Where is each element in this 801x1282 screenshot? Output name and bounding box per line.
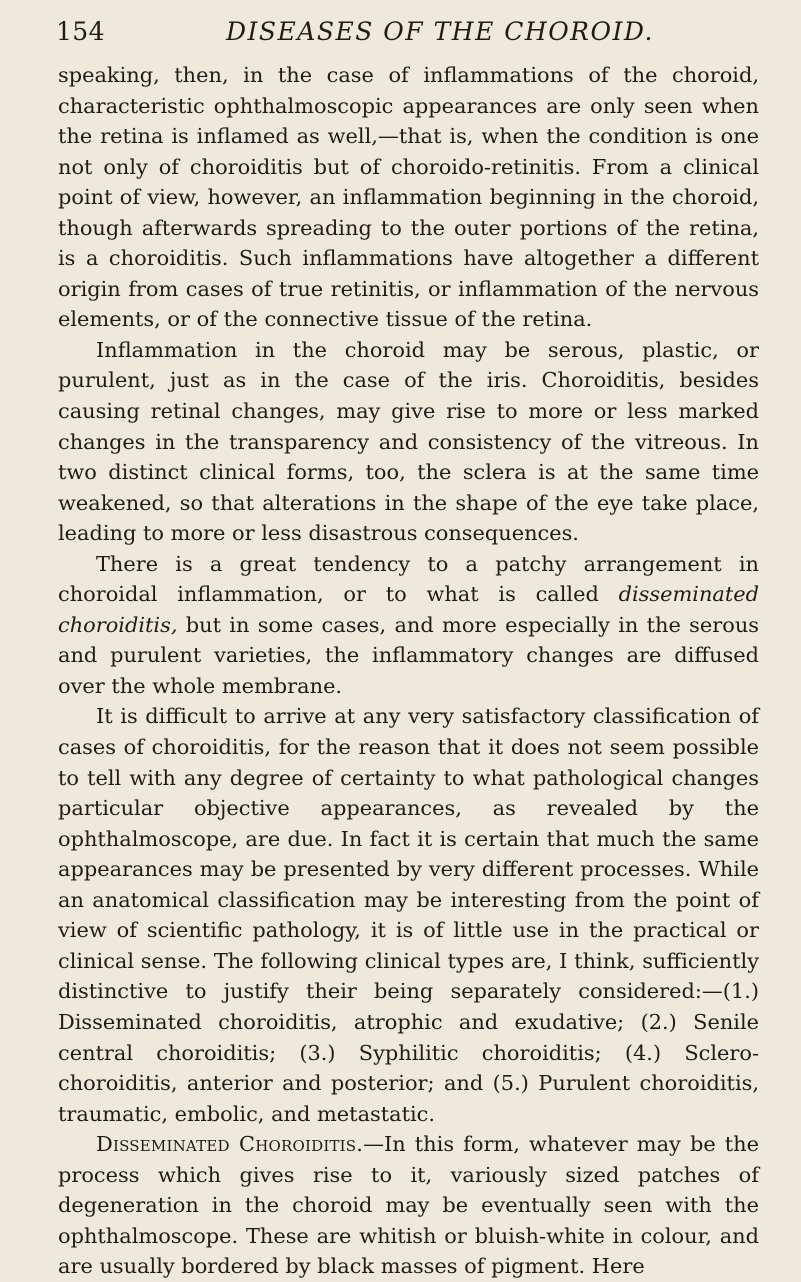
section-heading: Disseminated Choroiditis. xyxy=(96,1132,364,1157)
paragraph-2: Inflammation in the choroid may be serous, plastic, or purulent, just as in the case of the iris. Choroiditis, besides causing retinal changes, may give rise to more or less marked changes in the transparency and consistency of the vitreous. In two distinct clinical forms, too, the sclera is at the same time weakened, so that alterations in the shape of the eye take place, leading to more or less disastrous consequences. xyxy=(58,337,759,546)
page-header xyxy=(56,16,760,48)
paragraph-1: speaking, then, in the case of inflammations of the choroid, characteristic ophthalmoscopic appearances are only seen when the retina is inflamed as well,—that is, when the condition is one not only of choroiditis but of choroido-retinitis. From a clinical point of view, however, an inflammation beginning in the choroid, though afterwards spreading to the outer portions of the retina, is a choroiditis. Such inflammations have altogether a different origin from cases of true retinitis, or inflammation of the nervous elements, or of the connective tissue of the retina. xyxy=(58,63,759,332)
paragraph-4: It is difficult to arrive at any very satisfactory classification of cases of choroiditis, for the reason that it does not seem possible to tell with any degree of certainty to what pathological changes particular objective appearances, as revealed by the ophthalmoscope, are due. In fact it is certain that much the same appearances may be presented by very different processes. While an anatomical classification may be interesting from the point of view of scientific pathology, it is of little use in the practical or clinical sense. The following clinical types are, I think, sufficiently distinctive to justify their being separately considered:—(1.) Disseminated choroiditis, atrophic and exudative; (2.) Senile central choroiditis; (3.) Syphilitic choroiditis; (4.) Sclero-choroiditis, anterior and posterior; and (5.) Purulent choroiditis, traumatic, embolic, and metastatic. xyxy=(58,704,759,1126)
paragraph-3 xyxy=(58,549,759,702)
page-number: 154 xyxy=(56,17,105,46)
page-body xyxy=(58,60,759,1282)
paragraph-5-text: —In this form, whatever may be the process which gives rise to it, variously sized patches of degeneration in the choroid may be eventually seen with the ophthalmoscope. These are whitish or bluish-white in colour, and are usually bordered by black masses of pigment. Here xyxy=(58,1132,759,1279)
disseminated-choroiditis-term: disseminated choroiditis, xyxy=(58,582,759,637)
paragraph-3-before-italic: There is a great tendency to a patchy arrangement in choroidal inflammation, or to what is called xyxy=(58,551,759,607)
running-title: DISEASES OF THE CHOROID. xyxy=(226,17,654,46)
paragraph-5 xyxy=(58,1129,759,1282)
paragraph-3-after-italic: but in some cases, and more especially in the serous and purulent varieties, the inflammatory changes are diffused over the whole membrane. xyxy=(58,612,759,698)
